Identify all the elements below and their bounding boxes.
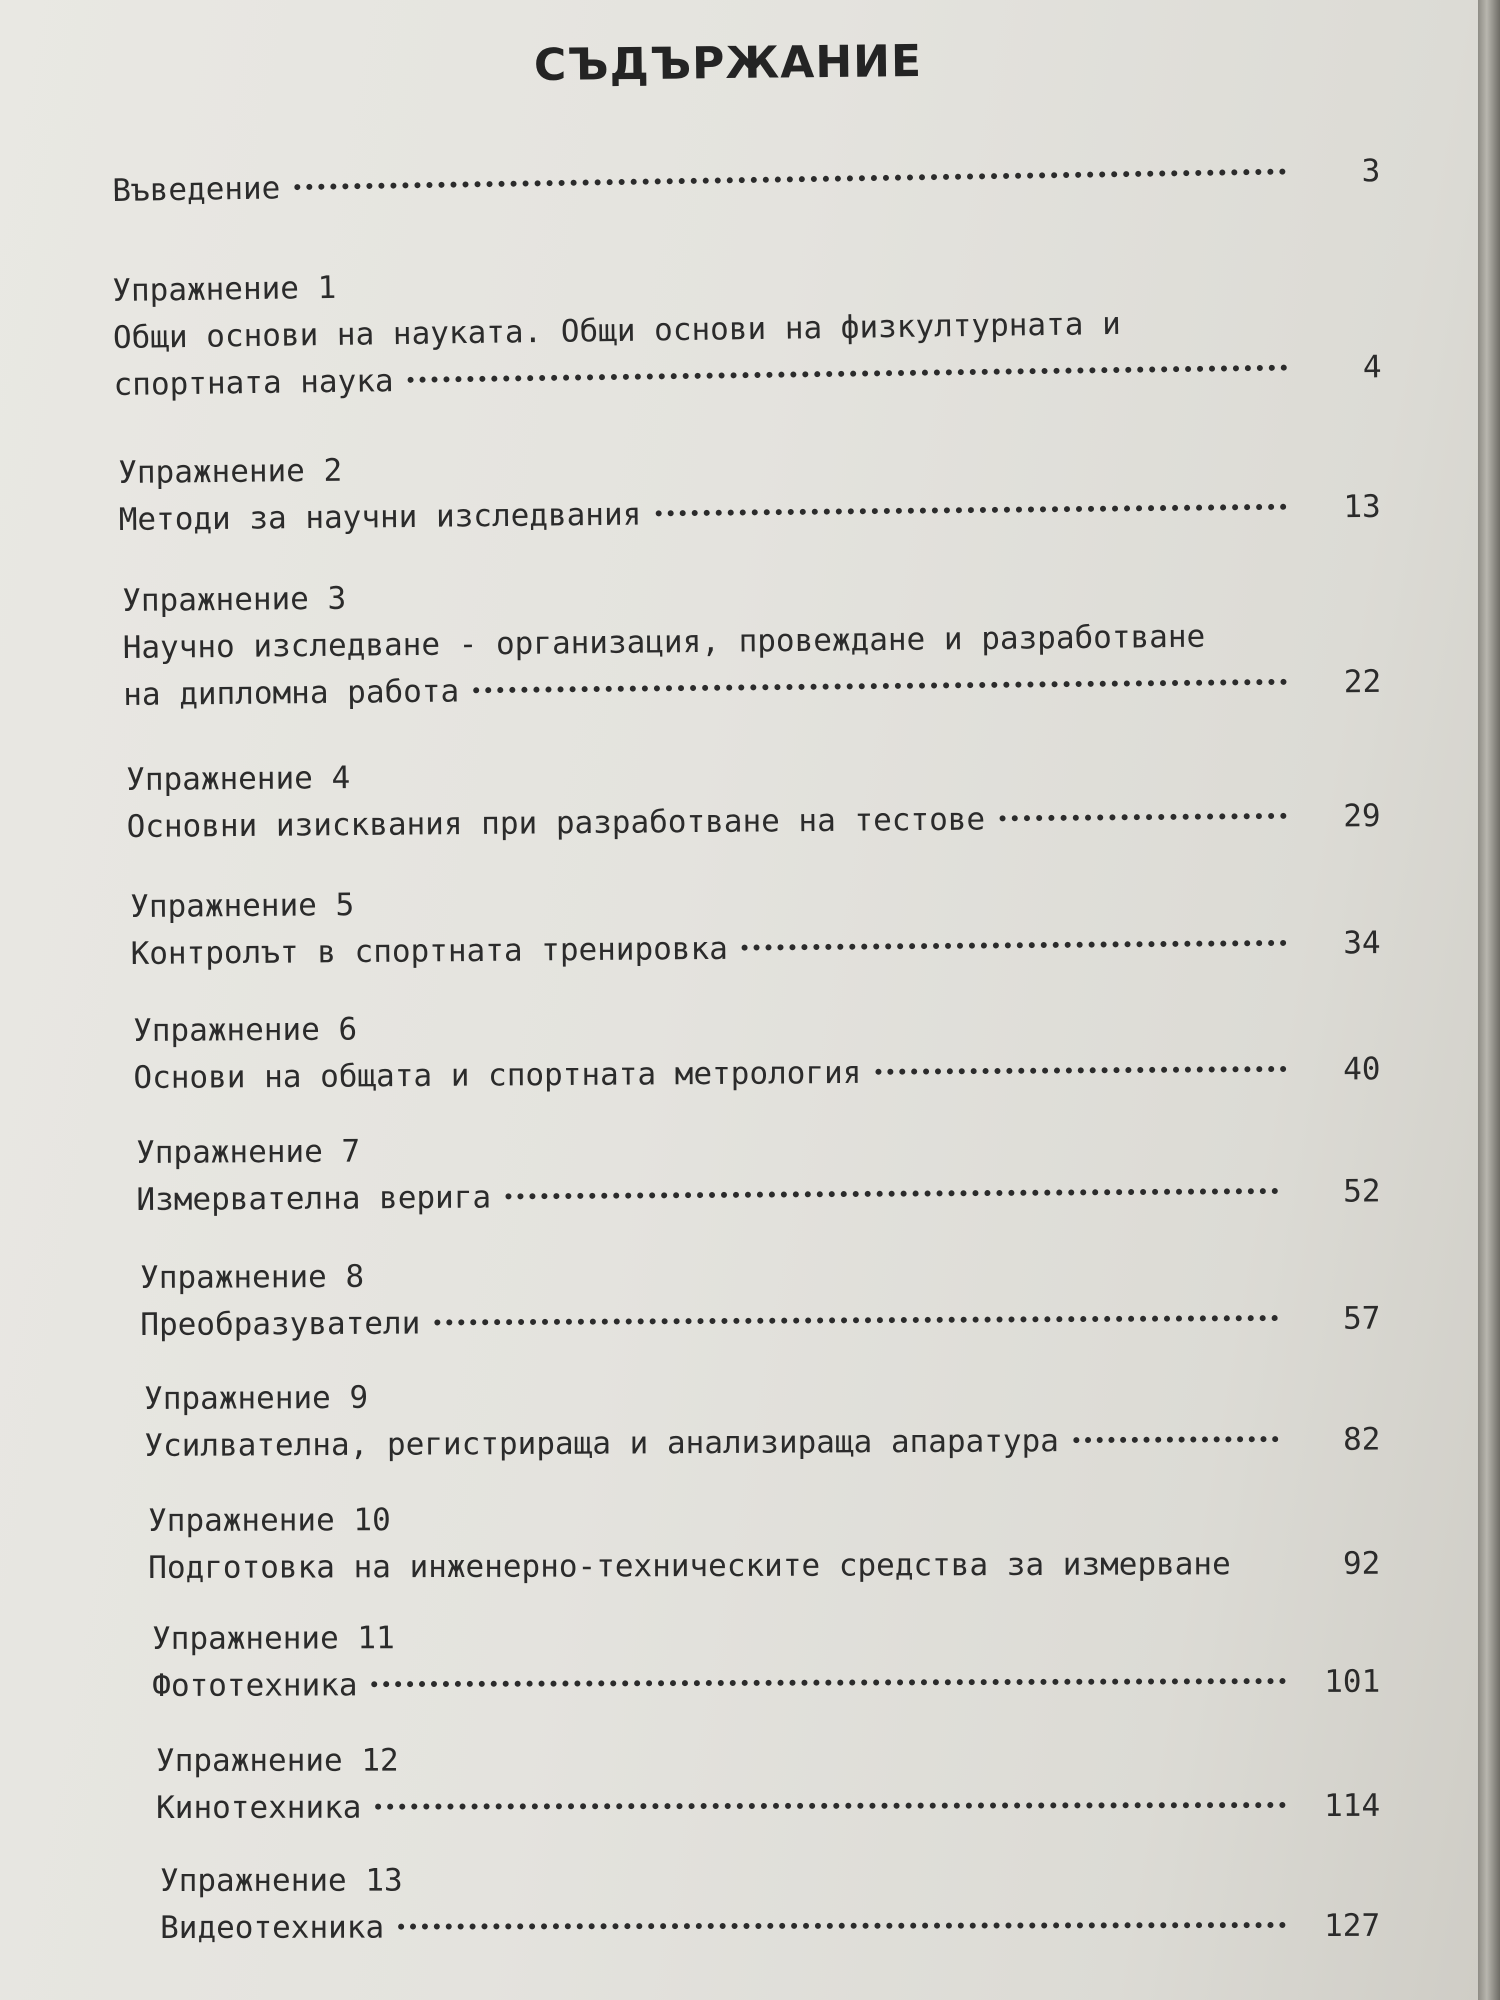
toc-entry-5 bbox=[130, 873, 1381, 978]
toc-page-number: 57 bbox=[1342, 1300, 1381, 1337]
dot-leader bbox=[375, 1802, 1286, 1810]
toc-entry-label: Упражнение 1 bbox=[112, 269, 337, 309]
dot-leader bbox=[372, 1678, 1287, 1687]
toc-page-number: 4 bbox=[1362, 349, 1382, 386]
toc-entry-title: Основни изисквания при разработване на тестове bbox=[126, 801, 986, 845]
toc-line bbox=[133, 1046, 1380, 1102]
toc-entry-intro bbox=[112, 148, 1381, 215]
toc-entry-title: Научно изследване - организация, провеждане и разработване bbox=[122, 618, 1206, 666]
dot-leader bbox=[655, 504, 1286, 517]
toc-entry-title: Усилвателна, регистрираща и анализираща апаратура bbox=[144, 1423, 1059, 1464]
dot-leader bbox=[294, 169, 1286, 191]
toc-page-number: 82 bbox=[1342, 1421, 1381, 1458]
toc-entry-title: Методи за научни изследвания bbox=[118, 496, 642, 538]
dot-leader bbox=[875, 1066, 1286, 1075]
toc-entry-4 bbox=[126, 746, 1381, 851]
toc-entry-2 bbox=[118, 437, 1381, 544]
toc-entry-title: на дипломна работа bbox=[123, 673, 460, 713]
toc-page-number: 22 bbox=[1343, 663, 1382, 701]
dot-leader bbox=[473, 679, 1287, 694]
page-edge bbox=[1478, 0, 1500, 2000]
toc-entry-6 bbox=[133, 999, 1381, 1102]
toc-entry-title: Основи на общата и спортната метрология bbox=[133, 1054, 862, 1096]
toc-entry-label: Упражнение 12 bbox=[156, 1742, 399, 1779]
toc-entry-10 bbox=[148, 1494, 1380, 1592]
dot-leader bbox=[742, 940, 1287, 951]
toc-page-number: 29 bbox=[1343, 798, 1381, 835]
toc-page-number: 40 bbox=[1343, 1051, 1381, 1088]
toc-line bbox=[144, 1417, 1380, 1470]
toc-line bbox=[140, 1296, 1380, 1349]
toc-entry-label: Упражнение 7 bbox=[136, 1133, 361, 1171]
toc-entry-title: спортната наука bbox=[113, 363, 394, 403]
dot-leader bbox=[1245, 1560, 1287, 1566]
toc-line bbox=[160, 1903, 1380, 1952]
toc-entry-title: Измервателна верига bbox=[136, 1179, 492, 1218]
toc-entry-label: Упражнение 10 bbox=[148, 1502, 391, 1539]
toc-page-number: 13 bbox=[1343, 488, 1381, 526]
dot-leader bbox=[505, 1188, 1278, 1199]
toc-entry-label: Упражнение 4 bbox=[126, 760, 351, 798]
toc-entry-3 bbox=[122, 565, 1381, 719]
toc-entry-12 bbox=[156, 1736, 1380, 1832]
toc-entry-7 bbox=[136, 1121, 1381, 1224]
toc-entry-title: Видеотехника bbox=[160, 1909, 385, 1946]
toc-entry-11 bbox=[152, 1612, 1380, 1710]
toc-page-number: 52 bbox=[1343, 1173, 1381, 1210]
toc-line bbox=[152, 1659, 1380, 1710]
dot-leader bbox=[398, 1922, 1286, 1930]
toc-page-number: 101 bbox=[1324, 1663, 1381, 1700]
toc-page-number: 92 bbox=[1342, 1545, 1381, 1582]
dot-leader bbox=[1073, 1436, 1279, 1443]
toc-entry-label: Упражнение 5 bbox=[130, 887, 355, 925]
toc-entry-8 bbox=[140, 1249, 1380, 1349]
toc-line bbox=[126, 793, 1380, 851]
toc-line bbox=[112, 148, 1381, 215]
dot-leader bbox=[999, 813, 1287, 822]
toc-entry-title: Подготовка на инженерно-техническите средства за измерване bbox=[148, 1546, 1231, 1586]
toc-page-number: 34 bbox=[1343, 925, 1381, 962]
toc-entry-title: Преобразуватели bbox=[140, 1305, 421, 1343]
toc-entry-label: Упражнение 8 bbox=[140, 1258, 365, 1296]
toc-entry-label: Упражнение 6 bbox=[133, 1011, 358, 1049]
toc-entry-title: Контролът в спортната тренировка bbox=[130, 930, 728, 972]
toc-line bbox=[156, 1783, 1380, 1832]
toc-entry-title: Въведение bbox=[112, 170, 281, 209]
toc-entry-label: Упражнение 2 bbox=[118, 452, 343, 491]
toc-entry-title: Фототехника bbox=[152, 1667, 358, 1704]
toc-entry-1 bbox=[112, 250, 1382, 409]
toc-entry-label: Упражнение 3 bbox=[122, 580, 347, 619]
toc-line bbox=[130, 920, 1380, 978]
toc-entry-label: Упражнение 9 bbox=[144, 1379, 369, 1417]
toc-entry-title: Кинотехника bbox=[156, 1789, 362, 1826]
toc-entry-label: Упражнение 13 bbox=[160, 1862, 403, 1899]
toc-page-number: 3 bbox=[1361, 153, 1381, 190]
toc-page-number: 127 bbox=[1324, 1907, 1381, 1944]
toc-page-number: 114 bbox=[1324, 1787, 1381, 1824]
toc-entry-label: Упражнение 11 bbox=[152, 1620, 395, 1657]
dot-leader bbox=[408, 365, 1288, 383]
toc-entry-13 bbox=[160, 1856, 1380, 1952]
toc-line bbox=[136, 1168, 1380, 1224]
toc-entry-9 bbox=[144, 1370, 1380, 1470]
toc-line bbox=[148, 1541, 1380, 1592]
toc-entry-title: Общи основи на науката. Общи основи на физкултурната и bbox=[112, 305, 1121, 356]
dot-leader bbox=[434, 1315, 1278, 1325]
page-title: СЪДЪРЖАНИЕ bbox=[533, 35, 923, 92]
